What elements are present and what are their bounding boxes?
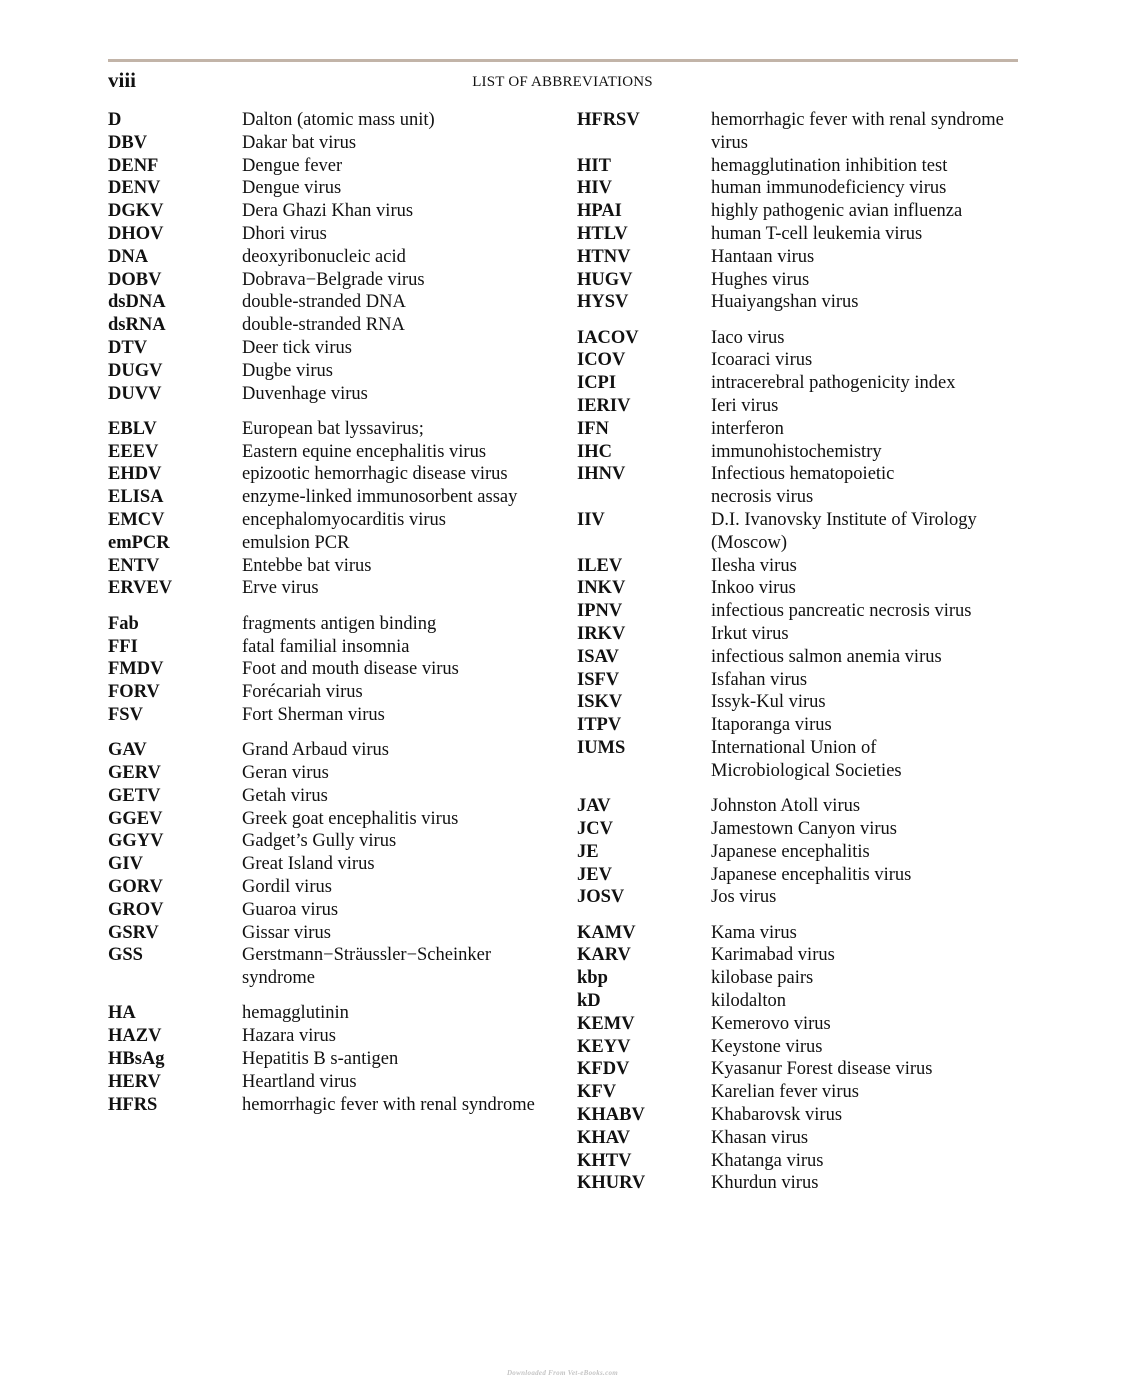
abbreviation-entry <box>108 441 548 464</box>
abbreviation-term: IHNV <box>577 464 626 485</box>
abbreviation-definition: human T-cell leukemia virus <box>711 223 923 244</box>
abbreviation-entry <box>108 636 548 659</box>
abbreviation-term: HERV <box>108 1071 161 1092</box>
abbreviation-term: HTNV <box>577 246 631 267</box>
abbreviation-term: FMDV <box>108 659 164 680</box>
abbreviation-definition: Guaroa virus <box>242 899 339 920</box>
abbreviation-definition: enzyme-linked immunosorbent assay <box>242 487 518 508</box>
abbreviation-entry <box>108 808 548 831</box>
abbreviation-entry <box>577 1172 1022 1195</box>
abbreviation-term: IRKV <box>577 624 626 645</box>
abbreviation-definition: Eastern equine encephalitis virus <box>242 441 487 462</box>
abbreviation-definition: Johnston Atoll virus <box>711 796 861 817</box>
abbreviation-entry <box>108 922 548 945</box>
abbreviation-term: DTV <box>108 337 148 358</box>
abbreviation-term: ISFV <box>577 669 620 690</box>
abbreviation-entry <box>577 886 1022 909</box>
abbreviation-term: HUGV <box>577 269 633 290</box>
abbreviation-term: kbp <box>577 968 608 989</box>
abbreviation-entry <box>577 1013 1022 1036</box>
abbreviation-definition: Dakar bat virus <box>242 132 357 153</box>
abbreviation-definition: Khurdun virus <box>711 1173 819 1194</box>
abbreviation-term: KHTV <box>577 1150 632 1171</box>
abbreviation-definition: hemagglutinin <box>242 1003 349 1024</box>
abbreviation-term: emPCR <box>108 532 170 553</box>
abbreviation-entry <box>577 577 1022 600</box>
abbreviation-term: JAV <box>577 796 611 817</box>
abbreviation-definition: Ilesha virus <box>711 555 797 576</box>
abbreviation-definition: Dobrava−Belgrade virus <box>242 269 425 290</box>
abbreviation-term: INKV <box>577 578 626 599</box>
abbreviation-term: HPAI <box>577 201 622 222</box>
abbreviation-term: ICPI <box>577 373 617 394</box>
abbreviation-entry <box>108 463 548 486</box>
abbreviation-definition: European bat lyssavirus; <box>242 418 424 439</box>
abbreviation-definition: Duvenhage virus <box>242 383 368 404</box>
abbreviation-entry <box>108 383 548 406</box>
abbreviation-term: DNA <box>108 246 149 267</box>
abbreviation-entry <box>577 818 1022 841</box>
abbreviation-term: GORV <box>108 877 163 897</box>
abbreviation-definition: Karimabad virus <box>711 945 835 966</box>
abbreviation-term: GAV <box>108 740 147 761</box>
abbreviation-definition: Khabarovsk virus <box>711 1104 843 1125</box>
abbreviation-definition: Heartland virus <box>242 1071 357 1092</box>
abbreviation-definition: Kemerovo virus <box>711 1013 831 1034</box>
abbreviation-definition: fragments antigen binding <box>242 613 437 634</box>
abbreviation-entry <box>108 532 548 555</box>
abbreviation-definition: Dengue virus <box>242 178 342 199</box>
abbreviation-term: KEMV <box>577 1013 635 1034</box>
abbreviation-term: DGKV <box>108 201 164 222</box>
abbreviation-term: HIV <box>577 178 612 199</box>
abbreviation-entry <box>577 1036 1022 1059</box>
abbreviation-entry <box>577 967 1022 990</box>
abbreviation-term: GSRV <box>108 922 159 943</box>
abbreviation-entry <box>108 291 548 314</box>
abbreviation-column-left <box>108 109 548 1116</box>
abbreviation-entry <box>577 864 1022 887</box>
abbreviation-entry <box>108 1094 548 1117</box>
abbreviation-definition: Isfahan virus <box>711 669 808 690</box>
abbreviation-definition: Gadget’s Gully virus <box>242 831 397 852</box>
abbreviation-definition: Great Island virus <box>242 854 375 875</box>
abbreviation-definition: Khatanga virus <box>711 1150 824 1171</box>
abbreviation-definition: Irkut virus <box>711 624 789 645</box>
abbreviation-definition: Fort Sherman virus <box>242 704 385 725</box>
abbreviation-entry <box>577 223 1022 246</box>
abbreviation-definition: Karelian fever virus <box>711 1082 859 1103</box>
abbreviation-entry <box>108 944 548 990</box>
abbreviation-definition: epizootic hemorrhagic disease virus <box>242 464 508 485</box>
abbreviation-entry <box>577 1081 1022 1104</box>
abbreviation-definition: kilobase pairs <box>711 968 814 989</box>
abbreviation-term: JCV <box>577 818 613 839</box>
abbreviation-term: ICOV <box>577 350 626 371</box>
abbreviation-definition: encephalomyocarditis virus <box>242 510 446 531</box>
abbreviation-term: ERVEV <box>108 578 173 599</box>
abbreviation-term: D <box>108 110 122 130</box>
abbreviation-term: HAZV <box>108 1026 162 1047</box>
abbreviation-definition: Iaco virus <box>711 327 785 348</box>
abbreviation-entry <box>108 314 548 337</box>
abbreviation-definition: Dengue fever <box>242 155 343 176</box>
abbreviation-entry <box>577 737 1022 783</box>
abbreviation-term: ISAV <box>577 646 619 667</box>
abbreviation-entry <box>577 349 1022 372</box>
abbreviation-entry <box>108 223 548 246</box>
abbreviation-term: kD <box>577 990 601 1011</box>
abbreviation-term: JEV <box>577 864 612 885</box>
abbreviation-definition: kilodalton <box>711 990 787 1011</box>
abbreviation-entry <box>108 418 548 441</box>
abbreviation-definition: interferon <box>711 418 784 439</box>
abbreviation-definition: intracerebral pathogenicity index <box>711 373 956 394</box>
abbreviation-term: JE <box>577 841 599 862</box>
abbreviation-term: IPNV <box>577 601 623 622</box>
abbreviation-definition: hemagglutination inhibition test <box>711 155 948 176</box>
abbreviation-definition: Dugbe virus <box>242 360 333 381</box>
abbreviation-definition: Deer tick virus <box>242 337 352 358</box>
abbreviation-definition: Erve virus <box>242 578 319 599</box>
abbreviation-column-right <box>577 109 1022 1195</box>
abbreviation-entry <box>577 155 1022 178</box>
abbreviation-definition: infectious salmon anemia virus <box>711 646 942 667</box>
abbreviation-entry <box>577 1127 1022 1150</box>
abbreviation-term: EHDV <box>108 464 162 485</box>
abbreviation-entry <box>108 853 548 876</box>
abbreviation-term: IACOV <box>577 327 639 348</box>
abbreviation-definition: Jamestown Canyon virus <box>711 818 898 839</box>
abbreviation-definition: immunohistochemistry <box>711 441 882 462</box>
abbreviation-definition: International Union of Microbiological Societies <box>711 738 902 781</box>
abbreviation-entry <box>108 246 548 269</box>
abbreviation-entry <box>577 291 1022 314</box>
abbreviation-term: KHURV <box>577 1173 646 1194</box>
abbreviation-term: DHOV <box>108 223 164 244</box>
abbreviation-term: HIT <box>577 155 611 176</box>
abbreviation-term: GGYV <box>108 831 164 852</box>
abbreviation-term: IERIV <box>577 396 631 417</box>
abbreviation-entry <box>577 623 1022 646</box>
abbreviation-term: FSV <box>108 704 143 725</box>
abbreviation-entry <box>577 1150 1022 1173</box>
abbreviation-entry <box>108 177 548 200</box>
abbreviation-definition: Kyasanur Forest disease virus <box>711 1059 933 1080</box>
abbreviation-definition: Hantaan virus <box>711 246 815 267</box>
abbreviation-entry <box>108 1002 548 1025</box>
abbreviation-definition: human immunodeficiency virus <box>711 178 947 199</box>
abbreviation-term: KFDV <box>577 1059 630 1080</box>
abbreviation-term: ELISA <box>108 487 164 508</box>
abbreviation-entry <box>577 246 1022 269</box>
abbreviation-term: IFN <box>577 418 609 439</box>
abbreviation-entry <box>577 1058 1022 1081</box>
abbreviation-entry <box>108 1048 548 1071</box>
abbreviation-term: HFRS <box>108 1094 158 1115</box>
abbreviation-entry <box>577 669 1022 692</box>
abbreviation-term: KARV <box>577 945 631 966</box>
abbreviation-entry <box>577 177 1022 200</box>
abbreviation-definition: double-stranded DNA <box>242 292 406 313</box>
abbreviation-entry <box>577 327 1022 350</box>
abbreviation-definition: Hepatitis B s-antigen <box>242 1049 399 1070</box>
abbreviation-term: GIV <box>108 854 143 875</box>
abbreviation-entry <box>108 509 548 532</box>
abbreviation-entry <box>577 441 1022 464</box>
abbreviation-definition: Keystone virus <box>711 1036 823 1057</box>
abbreviation-entry <box>577 600 1022 623</box>
abbreviation-entry <box>108 555 548 578</box>
abbreviation-entry <box>108 762 548 785</box>
abbreviation-entry <box>108 1071 548 1094</box>
abbreviation-entry <box>577 200 1022 223</box>
abbreviation-term: GGEV <box>108 808 163 829</box>
abbreviation-term: Fab <box>108 613 139 634</box>
abbreviation-term: ENTV <box>108 555 160 576</box>
abbreviation-definition: Foot and mouth disease virus <box>242 659 459 680</box>
page-number: viii <box>108 68 137 92</box>
abbreviation-term: KAMV <box>577 922 636 943</box>
abbreviation-definition: Japanese encephalitis <box>711 841 870 862</box>
abbreviation-definition: Ieri virus <box>711 396 779 417</box>
abbreviation-term: EBLV <box>108 418 157 439</box>
abbreviation-term: dsRNA <box>108 315 166 336</box>
abbreviation-term: JOSV <box>577 887 625 908</box>
abbreviation-term: ILEV <box>577 555 623 576</box>
abbreviation-term: FFI <box>108 636 138 657</box>
abbreviation-definition: Jos virus <box>711 887 777 908</box>
header-rule <box>108 59 1018 62</box>
abbreviation-definition: Grand Arbaud virus <box>242 740 389 761</box>
abbreviation-definition: Getah virus <box>242 785 328 806</box>
abbreviation-entry <box>108 486 548 509</box>
abbreviation-definition: Huaiyangshan virus <box>711 292 859 313</box>
abbreviation-entry <box>108 899 548 922</box>
abbreviation-definition: Entebbe bat virus <box>242 555 372 576</box>
abbreviation-term: DUVV <box>108 383 162 404</box>
abbreviation-term: DOBV <box>108 269 162 290</box>
abbreviation-entry <box>108 269 548 292</box>
abbreviation-entry <box>108 360 548 383</box>
abbreviation-entry <box>108 739 548 762</box>
abbreviation-term: ISKV <box>577 692 623 713</box>
abbreviation-definition: Hazara virus <box>242 1026 336 1047</box>
abbreviation-term: GSS <box>108 945 143 966</box>
abbreviation-term: KHABV <box>577 1104 645 1125</box>
abbreviation-entry <box>108 1025 548 1048</box>
abbreviation-definition: Japanese encephalitis virus <box>711 864 912 885</box>
abbreviation-term: KFV <box>577 1082 617 1103</box>
abbreviation-term: EMCV <box>108 510 165 531</box>
abbreviation-entry <box>577 841 1022 864</box>
abbreviation-entry <box>577 795 1022 818</box>
watermark-text: Downloaded From Vet-eBooks.com <box>506 1369 619 1377</box>
abbreviation-entry <box>108 132 548 155</box>
abbreviation-term: HBsAg <box>108 1049 165 1070</box>
abbreviation-term: EEEV <box>108 441 159 462</box>
abbreviation-term: FORV <box>108 682 160 703</box>
abbreviation-term: DENF <box>108 155 159 176</box>
abbreviation-entry <box>577 395 1022 418</box>
abbreviation-entry <box>108 704 548 727</box>
abbreviation-entry <box>577 509 1022 555</box>
abbreviation-definition: Infectious hematopoietic necrosis virus <box>711 464 895 508</box>
abbreviation-entry <box>577 109 1022 155</box>
abbreviation-term: GERV <box>108 763 161 784</box>
abbreviation-entry <box>108 830 548 853</box>
abbreviation-term: HA <box>108 1003 136 1024</box>
abbreviation-definition: Geran virus <box>242 763 329 784</box>
abbreviation-entry <box>108 200 548 223</box>
abbreviation-term: IUMS <box>577 738 626 759</box>
abbreviation-term: IHC <box>577 441 612 462</box>
abbreviation-entry <box>577 555 1022 578</box>
abbreviation-definition: Hughes virus <box>711 269 810 290</box>
abbreviation-definition: highly pathogenic avian influenza <box>711 201 963 222</box>
abbreviation-entry <box>108 876 548 899</box>
abbreviation-definition: Greek goat encephalitis virus <box>242 808 459 829</box>
abbreviation-term: GROV <box>108 899 164 920</box>
abbreviation-entry <box>108 109 548 132</box>
abbreviation-entry <box>577 646 1022 669</box>
abbreviation-entry <box>577 990 1022 1013</box>
abbreviation-entry <box>108 658 548 681</box>
abbreviation-term: IIV <box>577 510 605 531</box>
abbreviation-definition: Issyk-Kul virus <box>711 692 826 713</box>
abbreviation-entry <box>577 922 1022 945</box>
abbreviation-entry <box>108 155 548 178</box>
abbreviation-entry <box>577 691 1022 714</box>
abbreviation-entry <box>108 337 548 360</box>
abbreviation-definition: deoxyribonucleic acid <box>242 246 406 267</box>
abbreviation-definition: Khasan virus <box>711 1127 809 1148</box>
abbreviation-definition: Itaporanga virus <box>711 715 832 736</box>
abbreviation-entry <box>577 269 1022 292</box>
abbreviation-term: dsDNA <box>108 292 166 313</box>
abbreviation-definition: Icoaraci virus <box>711 350 813 371</box>
abbreviation-definition: D.I. Ivanovsky Institute of Virology (Moscow) <box>711 510 977 553</box>
abbreviation-term: KEYV <box>577 1036 631 1057</box>
abbreviation-entry <box>108 577 548 600</box>
abbreviation-definition: hemorrhagic fever with renal syndrome <box>242 1094 535 1115</box>
abbreviation-definition: Inkoo virus <box>711 578 796 599</box>
abbreviation-term: DENV <box>108 178 161 199</box>
abbreviation-definition: Dhori virus <box>242 223 327 244</box>
abbreviation-entry <box>577 1104 1022 1127</box>
abbreviation-entry <box>577 418 1022 441</box>
abbreviation-definition: Gissar virus <box>242 922 331 943</box>
abbreviation-term: HTLV <box>577 223 628 244</box>
abbreviation-entry <box>108 613 548 636</box>
abbreviation-definition: Dera Ghazi Khan virus <box>242 201 414 222</box>
running-head: LIST OF ABBREVIATIONS <box>472 74 653 90</box>
abbreviation-definition: Gordil virus <box>242 877 332 897</box>
abbreviation-term: HFRSV <box>577 110 640 130</box>
abbreviation-entry <box>577 714 1022 737</box>
abbreviation-entry <box>577 463 1022 509</box>
abbreviation-term: KHAV <box>577 1127 631 1148</box>
abbreviation-term: DUGV <box>108 360 163 381</box>
abbreviation-term: HYSV <box>577 292 629 313</box>
abbreviation-definition: double-stranded RNA <box>242 315 405 336</box>
abbreviation-entry <box>108 785 548 808</box>
abbreviation-definition: hemorrhagic fever with renal syndrome virus <box>711 110 1004 153</box>
abbreviation-term: GETV <box>108 785 161 806</box>
abbreviation-entry <box>108 681 548 704</box>
abbreviation-term: DBV <box>108 132 148 153</box>
abbreviation-definition: Forécariah virus <box>242 682 363 703</box>
abbreviation-entry <box>577 372 1022 395</box>
abbreviation-definition: Gerstmann−Sträussler−Scheinker syndrome <box>242 945 491 989</box>
abbreviation-definition: Kama virus <box>711 922 797 943</box>
abbreviation-definition: emulsion PCR <box>242 532 350 553</box>
abbreviation-entry <box>577 944 1022 967</box>
abbreviation-definition: Dalton (atomic mass unit) <box>242 110 435 130</box>
abbreviation-definition: fatal familial insomnia <box>242 636 410 657</box>
abbreviation-term: ITPV <box>577 715 622 736</box>
abbreviation-definition: infectious pancreatic necrosis virus <box>711 601 972 622</box>
